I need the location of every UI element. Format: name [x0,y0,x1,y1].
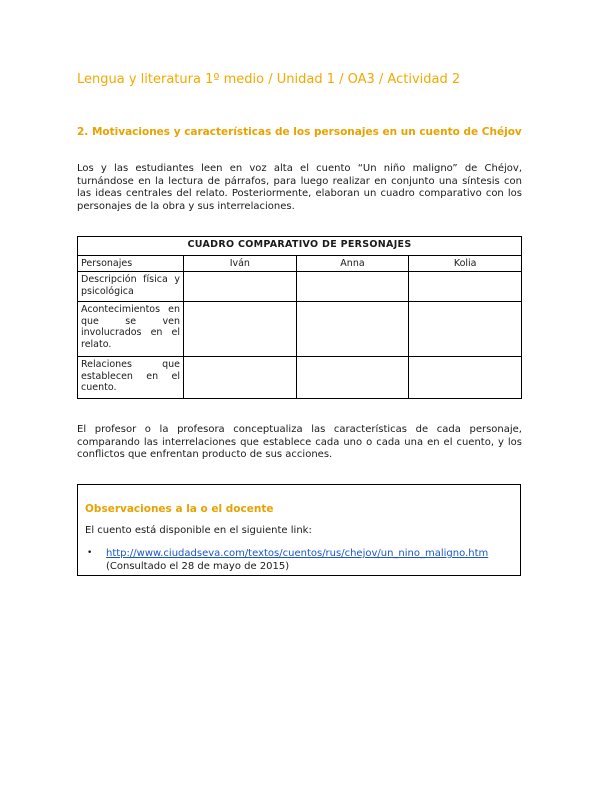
comparison-table [77,236,522,399]
story-link[interactable]: http://www.ciudadseva.com/textos/cuentos/rus/chejov/un_nino_maligno.htm [106,548,489,559]
table-cell [296,302,409,357]
intro-paragraph: Los y las estudiantes leen en voz alta el cuento “Un niño maligno” de Chéjov, turnándose en la lectura de párrafos, para luego realizar en conjunto una síntesis con las ideas centrales del relato. Posteriormente, elaboran un cuadro comparativo con los personajes de la obra y sus interrelaciones. [77,163,522,212]
table-cell [296,357,409,399]
observations-text: El cuento está disponible en el siguiente link: [85,525,312,536]
observations-title: Observaciones a la o el docente [85,503,274,515]
table-cell [184,272,297,302]
table-row-label: Descripción física y psicológica [78,272,184,302]
table-cell [184,302,297,357]
table-header-ivan: Iván [184,256,297,272]
table-row-label: Relaciones que establecen en el cuento. [78,357,184,399]
table-cell [409,357,522,399]
table-cell [409,302,522,357]
observations-box [77,484,521,576]
table-header-kolia: Kolia [409,256,522,272]
bullet-icon: • [87,548,93,558]
table-caption: CUADRO COMPARATIVO DE PERSONAJES [78,237,522,256]
breadcrumb: Lengua y literatura 1º medio / Unidad 1 / OA3 / Actividad 2 [77,72,461,87]
table-cell [409,272,522,302]
table-header-corner: Personajes [78,256,184,272]
table-cell [296,272,409,302]
consulted-note: (Consultado el 28 de mayo de 2015) [106,561,290,572]
table-row-label: Acontecimientos en que se ven involucrados en el relato. [78,302,184,357]
table-header-anna: Anna [296,256,409,272]
table-cell [184,357,297,399]
teacher-paragraph: El profesor o la profesora conceptualiza las características de cada personaje, comparando las interrelaciones que establece cada uno o cada una en el cuento, y los conflictos que enfrentan producto de sus acciones. [77,424,522,460]
section-title: 2. Motivaciones y características de los personajes en un cuento de Chéjov [77,126,522,138]
